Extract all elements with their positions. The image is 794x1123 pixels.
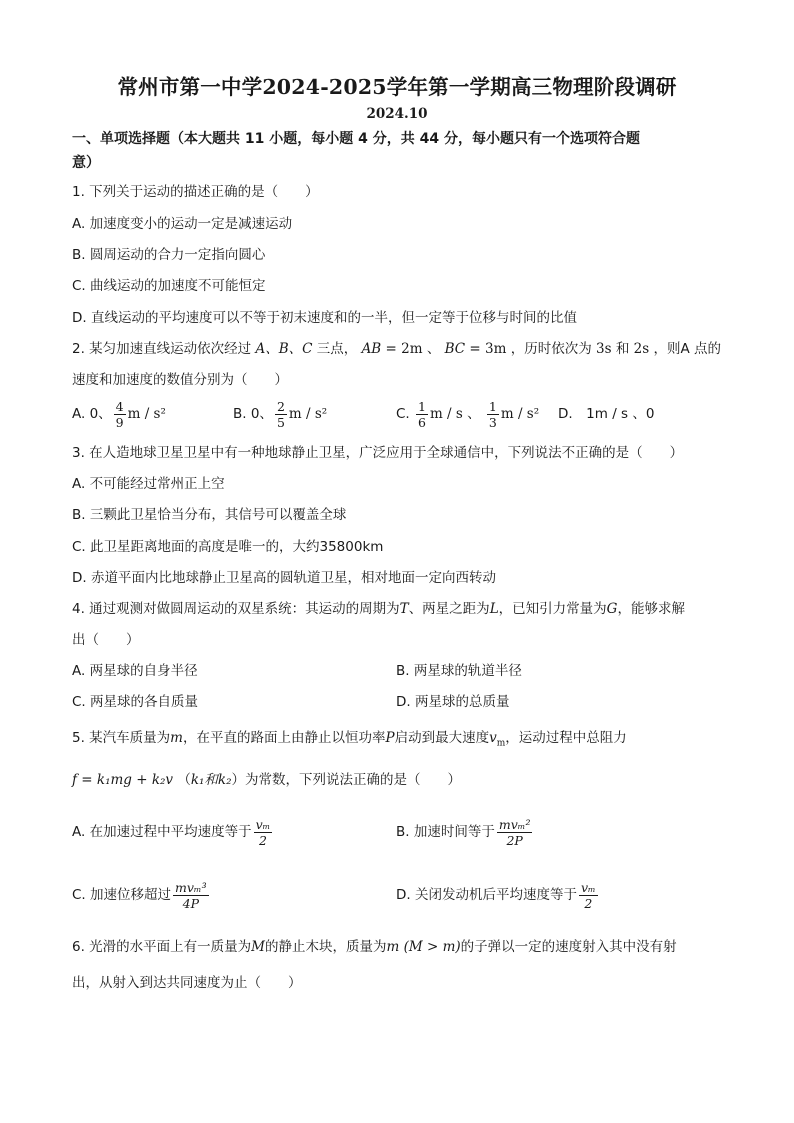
q2-t1: 3s [596,341,612,357]
question-1-option-b: B. 圆周运动的合力一定指向圆心 [72,247,266,263]
exam-date: 2024.10 [366,106,428,122]
q2-a-label: A. 0、 [72,406,112,422]
q5-b-den: 2P [506,832,523,848]
q5-a-num: vₘ [255,816,271,832]
q2-stem-part3: ，历时依次为 [510,341,592,357]
question-1-option-d: D. 直线运动的平均速度可以不等于初末速度和的一半，但一定等于位移与时间的比值 [72,310,577,326]
q5-stem-part3: 启动到最大速度 [394,730,490,746]
q6-stem-part1: 6. 光滑的水平面上有一质量为 [72,939,252,955]
section-heading [72,127,732,175]
question-4-stem-line2: 出（ ） [72,632,140,648]
q5-power: P [385,730,395,746]
q2-c-label: C. [396,406,410,422]
question-5-option-d [396,877,600,913]
q4-stem-part3: ，已知引力常量为 [498,601,607,617]
question-3-option-d: D. 赤道平面内比地球静止卫星高的圆轨道卫星，相对地面一定向西转动 [72,570,496,586]
question-3-option-c: C. 此卫星距离地面的高度是唯一的，大约35800km [72,539,384,555]
q2-a-num: 4 [115,398,124,414]
q5-d-label: D. 关闭发动机后平均速度等于 [396,887,577,903]
q5-max-speed: v [489,730,497,746]
q5-b-label: B. 加速时间等于 [396,824,495,840]
question-2-option-a [72,397,166,431]
q5-b-num: mvₘ² [498,816,531,832]
q2-b-label: B. 0、 [233,406,273,422]
q4-stem-part2: 、两星之距为 [408,601,490,617]
q2-points: A、B、C [255,341,313,357]
question-4-option-c: C. 两星球的各自质量 [72,694,199,710]
q5-a-label: A. 在加速过程中平均速度等于 [72,824,252,840]
q2-c-den1: 6 [418,414,426,430]
q2-b-den: 5 [276,414,285,430]
q5-d-den: 2 [584,895,593,911]
question-1-option-a: A. 加速度变小的运动一定是减速运动 [72,216,293,232]
question-6-stem [72,937,677,957]
question-2-option-c [396,397,539,431]
q2-c-unit1: m / s 、 [429,406,481,422]
q2-c-den2: 3 [488,414,497,430]
question-2-option-d: D. 1m / s 、0 [558,406,655,422]
q2-c-unit2: m / s² [500,406,540,422]
question-1-option-c: C. 曲线运动的加速度不可能恒定 [72,278,266,294]
q2-a-fraction [114,399,126,430]
section-heading-line2: 意） [72,155,100,171]
q5-max-speed-sub: m [496,738,506,749]
question-1-stem: 1. 下列关于运动的描述正确的是（ ） [72,184,319,200]
q6-block-mass: M [251,939,265,955]
question-4-stem [72,599,685,619]
q5-stem-part1: 5. 某汽车质量为 [72,730,171,746]
q4-distance: L [489,601,499,617]
question-4-option-d: D. 两星球的总质量 [396,694,510,710]
q2-bc: BC [444,341,466,357]
question-5-stem-line2 [72,770,461,790]
q5-constants: k₁和k₂ [190,772,232,788]
question-2-stem-line2: 速度和加速度的数值分别为（ ） [72,372,288,388]
q5-a-fraction [254,817,273,848]
question-4-option-b: B. 两星球的轨道半径 [396,663,522,679]
q2-c-num1: 1 [418,398,426,414]
q4-stem-part1: 4. 通过观测对做圆周运动的双星系统：其运动的周期为 [72,601,400,617]
q2-a-unit: m / s² [127,406,166,422]
q2-c-num2: 1 [488,398,497,414]
q5-stem-part2: ，在平直的路面上由静止以恒功率 [182,730,386,746]
q2-ab-value: = 2m [381,341,423,357]
q5-c-num: mvₘ³ [175,879,207,895]
q5-mass: m [170,730,183,746]
q5-d-fraction [579,880,598,911]
q2-sep: 、 [426,341,441,357]
q2-c-fraction2 [487,399,499,430]
question-3-stem: 3. 在人造地球卫星卫星中有一种地球静止卫星，广泛应用于全球通信中，下列说法不正确的是（ ） [72,445,684,461]
q5-stem-part4: ，运动过程中总阻力 [505,730,627,746]
q5-stem-tail: ）为常数，下列说法正确的是（ ） [231,772,462,788]
q5-resistance-formula: f = k₁mg + k₂v [72,772,174,788]
question-2-stem [72,339,721,359]
q2-ab: AB [361,341,382,357]
q5-c-fraction [173,880,209,911]
q2-c-fraction1 [416,399,428,430]
question-3-option-b: B. 三颗此卫星恰当分布，其信号可以覆盖全球 [72,507,347,523]
question-3-option-a: A. 不可能经过常州正上空 [72,476,225,492]
q2-b-fraction [275,399,287,430]
q5-b-fraction [497,817,533,848]
question-4-option-a: A. 两星球的自身半径 [72,663,198,679]
q2-and: 和 [615,341,630,357]
q2-b-num: 2 [276,398,285,414]
q2-stem-part1: 2. 某匀加速直线运动依次经过 [72,341,252,357]
q6-stem-part3: 的子弹以一定的速度射入其中没有射 [460,939,677,955]
question-5-option-c [72,877,211,913]
question-2-option-b [233,397,327,431]
q2-stem-part4: ，则A 点的 [653,341,722,357]
q4-stem-part4: ，能够求解 [617,601,685,617]
q2-stem-part2: 三点， [316,341,358,357]
q2-bc-value: = 3m [465,341,507,357]
q6-stem-part2: 的静止木块，质量为 [265,939,387,955]
q4-gravity-constant: G [606,601,618,617]
question-6-stem-line2: 出，从射入到达共同速度为止（ ） [72,975,302,991]
question-5-stem [72,728,627,754]
q6-mass-condition: m (M > m) [386,939,461,955]
q2-t2: 2s [633,341,650,357]
q2-a-den: 9 [115,414,124,430]
question-5-option-a [72,814,274,850]
q5-d-num: vₘ [580,879,596,895]
q5-a-den: 2 [258,832,267,848]
page-title: 常州市第一中学2024-2025学年第一学期高三物理阶段调研 [117,75,677,99]
q5-c-label: C. 加速位移超过 [72,887,172,903]
q5-c-den: 4P [182,895,199,911]
question-5-option-b [396,814,534,850]
q2-b-unit: m / s² [288,406,328,422]
section-heading-line1: 一、单项选择题（本大题共 11 小题，每小题 4 分，共 44 分，每小题只有一个选项符合题 [72,131,640,147]
q4-period: T [399,601,409,617]
q5-paren-open: （ [177,772,191,788]
